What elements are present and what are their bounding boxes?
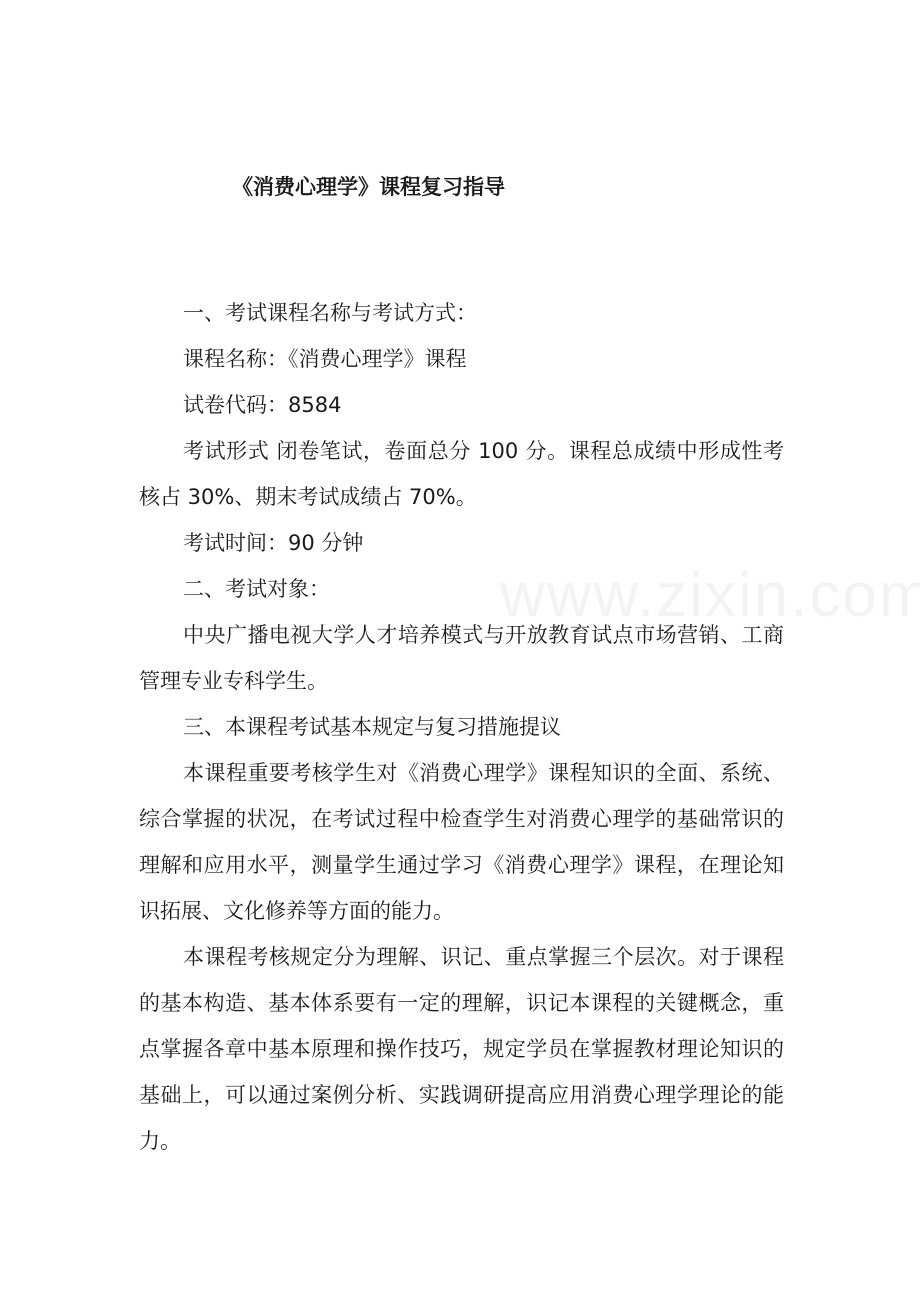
- document-title: 《消费心理学》课程复习指导: [232, 175, 505, 199]
- exam-target-paragraph: 中央广播电视大学人才培养模式与开放教育试点市场营销、工商管理专业专科学生。: [139, 623, 784, 693]
- exam-format-paragraph: 考试形式 闭卷笔试，卷面总分 100 分。课程总成绩中形成性考核占 30%、期末考试成绩占 70%。: [139, 439, 784, 509]
- requirements-paragraph-1: 本课程重要考核学生对《消费心理学》课程知识的全面、系统、综合掌握的状况，在考试过程中检查学生对消费心理学的基础常识的理解和应用水平，测量学生通过学习《消费心理学》课程，在理论知识拓展、文化修养等方面的能力。: [139, 761, 784, 923]
- course-name-line: 课程名称：《消费心理学》课程: [183, 347, 467, 371]
- section-heading-requirements: 三、本课程考试基本规定与复习措施提议: [183, 715, 561, 739]
- section-heading-exam-target: 二、考试对象：: [183, 577, 330, 601]
- exam-time-line: 考试时间：90 分钟: [183, 531, 364, 555]
- requirements-paragraph-2: 本课程考核规定分为理解、识记、重点掌握三个层次。对于课程的基本构造、基本体系要有一定的理解，识记本课程的关键概念，重点掌握各章中基本原理和操作技巧，规定学员在掌握教材理论知识的基础上，可以通过案例分析、实践调研提高应用消费心理学理论的能力。: [139, 945, 784, 1153]
- document-body: [139, 290, 784, 1164]
- paper-code-line: 试卷代码：8584: [183, 393, 342, 417]
- section-heading-exam-course: 一、考试课程名称与考试方式：: [183, 301, 477, 325]
